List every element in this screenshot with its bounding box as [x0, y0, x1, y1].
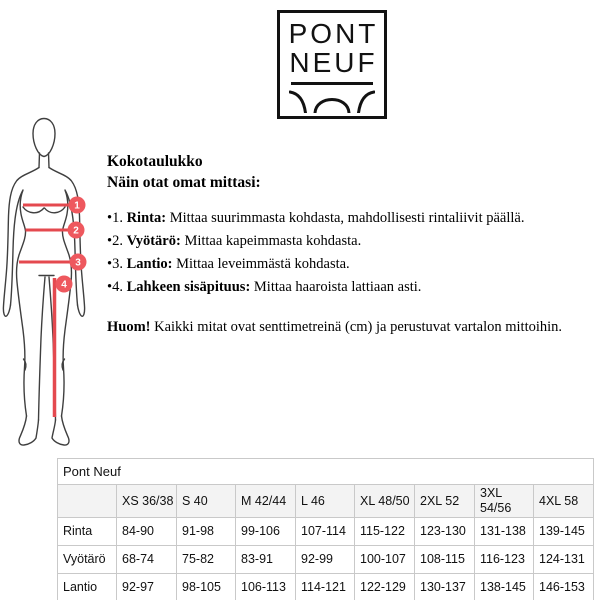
bullet-prefix: •4. — [107, 279, 123, 295]
body-silhouette — [3, 119, 84, 446]
size-cell: 84-90 — [117, 518, 177, 546]
bridge-arches-icon — [289, 89, 375, 113]
logo-word-pont: PONT — [288, 18, 379, 49]
bullet-prefix: •2. — [107, 233, 123, 249]
measure-desc: Mittaa leveimmästä kohdasta. — [176, 256, 350, 272]
pont-neuf-logo — [277, 10, 387, 119]
neck — [39, 153, 40, 168]
right-foot — [52, 416, 69, 445]
size-cell: 75-82 — [177, 546, 236, 574]
table-row — [58, 518, 594, 546]
svg-text:2: 2 — [73, 225, 79, 237]
size-cell: 92-97 — [117, 574, 177, 600]
svg-text:1: 1 — [74, 200, 80, 212]
size-cell: 100-107 — [355, 546, 415, 574]
measure-desc: Mittaa haaroista lattiaan asti. — [253, 279, 422, 295]
column-header: M 42/44 — [236, 485, 296, 518]
instruction-list — [107, 207, 592, 299]
measure-term: Lahkeen sisäpituus: — [126, 279, 251, 295]
column-header: S 40 — [177, 485, 236, 518]
size-cell: 124-131 — [534, 546, 594, 574]
neck — [49, 153, 50, 168]
column-header: XS 36/38 — [117, 485, 177, 518]
measurement-lines — [19, 197, 87, 418]
table-row — [58, 574, 594, 600]
logo-divider — [291, 82, 373, 85]
bust-curve-right — [45, 207, 66, 213]
size-cell: 116-123 — [475, 546, 534, 574]
size-cell: 115-122 — [355, 518, 415, 546]
note-label: Huom! — [107, 319, 151, 335]
row-label: Rinta — [58, 518, 117, 546]
size-cell: 106-113 — [236, 574, 296, 600]
list-item — [107, 207, 592, 230]
column-header: L 46 — [296, 485, 355, 518]
size-cell: 146-153 — [534, 574, 594, 600]
size-cell: 68-74 — [117, 546, 177, 574]
table-title-row — [58, 459, 594, 485]
size-cell: 98-105 — [177, 574, 236, 600]
row-label: Lantio — [58, 574, 117, 600]
body-measurement-diagram — [0, 110, 115, 455]
size-cell: 123-130 — [415, 518, 475, 546]
size-cell: 92-99 — [296, 546, 355, 574]
table-title: Pont Neuf — [58, 459, 594, 485]
column-header: XL 48/50 — [355, 485, 415, 518]
size-cell: 99-106 — [236, 518, 296, 546]
logo-word-neuf: NEUF — [289, 47, 378, 78]
torso-right — [62, 190, 72, 416]
column-header: 2XL 52 — [415, 485, 475, 518]
measuring-instructions — [107, 151, 592, 338]
row-label: Vyötärö — [58, 546, 117, 574]
measure-term: Rinta: — [126, 210, 167, 226]
marker-4 — [56, 276, 73, 293]
torso-left — [17, 190, 27, 416]
measure-desc: Mittaa suurimmasta kohdasta, mahdollisesti rintaliivit päällä. — [169, 210, 525, 226]
size-cell: 108-115 — [415, 546, 475, 574]
column-header: 4XL 58 — [534, 485, 594, 518]
measure-term: Lantio: — [126, 256, 173, 272]
marker-1 — [69, 197, 86, 214]
table-row — [58, 546, 594, 574]
size-cell: 91-98 — [177, 518, 236, 546]
svg-text:4: 4 — [61, 279, 67, 291]
measure-term: Vyötärö: — [126, 233, 181, 249]
list-item — [107, 253, 592, 276]
column-header: 3XL 54/56 — [475, 485, 534, 518]
left-arm — [3, 168, 39, 317]
size-cell: 114-121 — [296, 574, 355, 600]
bust-curve-left — [23, 207, 44, 213]
size-cell: 107-114 — [296, 518, 355, 546]
left-foot — [19, 416, 38, 445]
size-cell: 138-145 — [475, 574, 534, 600]
head — [33, 119, 55, 157]
corner-cell — [58, 485, 117, 518]
measure-desc: Mittaa kapeimmasta kohdasta. — [184, 233, 362, 249]
inner-leg-left — [39, 277, 46, 420]
size-cell: 122-129 — [355, 574, 415, 600]
list-item — [107, 230, 592, 253]
size-cell: 83-91 — [236, 546, 296, 574]
size-chart — [57, 458, 594, 600]
section-title: Kokotaulukko — [107, 153, 203, 170]
bullet-prefix: •1. — [107, 210, 123, 226]
bullet-prefix: •3. — [107, 256, 123, 272]
marker-3 — [70, 254, 87, 271]
note-text: Kaikki mitat ovat senttimetreinä (cm) ja perustuvat vartalon mittoihin. — [154, 319, 563, 335]
section-subtitle: Näin otat omat mittasi: — [107, 174, 261, 191]
list-item — [107, 276, 592, 299]
size-cell: 139-145 — [534, 518, 594, 546]
size-cell: 130-137 — [415, 574, 475, 600]
table-header-row — [58, 485, 594, 518]
marker-2 — [68, 222, 85, 239]
size-cell: 131-138 — [475, 518, 534, 546]
svg-text:3: 3 — [75, 257, 81, 269]
note — [107, 317, 592, 338]
